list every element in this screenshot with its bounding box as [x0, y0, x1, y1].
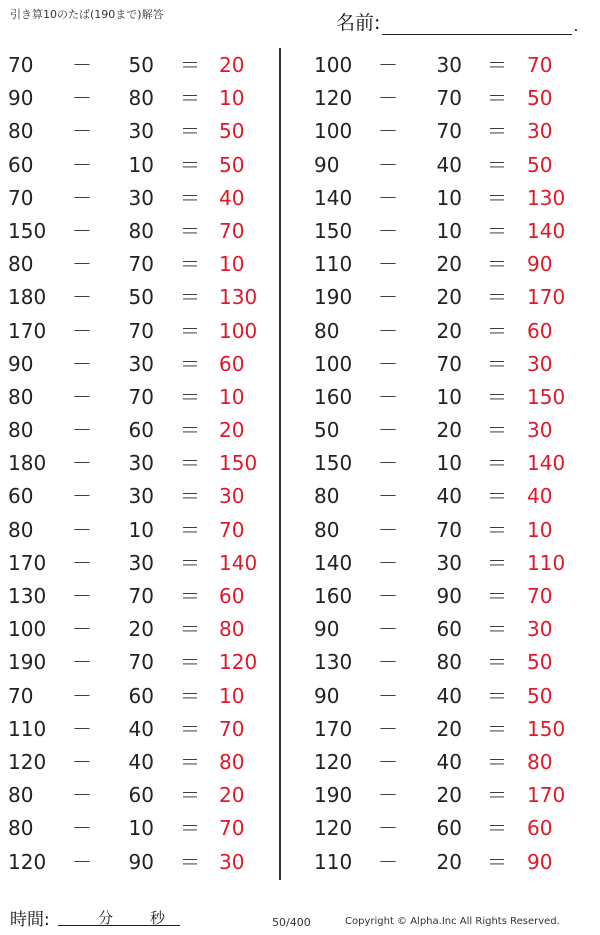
minuend: 150	[314, 218, 353, 243]
subtrahend: 20	[128, 617, 154, 642]
subtrahend: 40	[128, 749, 154, 774]
equals-sign: ＝	[487, 451, 507, 476]
answer: 70	[219, 517, 245, 542]
answer: 30	[527, 418, 553, 443]
answer: 140	[527, 218, 566, 243]
name-dot: .	[573, 16, 579, 35]
equals-sign: ＝	[487, 584, 507, 608]
minuend: 70	[8, 683, 34, 708]
minus-sign: －	[72, 384, 92, 409]
subtrahend: 10	[128, 816, 154, 841]
minus-sign: －	[72, 783, 92, 808]
answer: 50	[527, 152, 553, 177]
subtrahend: 60	[128, 683, 154, 708]
minus-sign: －	[378, 252, 398, 277]
minuend: 110	[8, 716, 47, 741]
minuend: 100	[314, 53, 353, 77]
answer: 50	[219, 119, 245, 144]
answer: 50	[219, 152, 245, 177]
answer: 150	[527, 716, 566, 741]
answer: 10	[219, 683, 245, 708]
minus-sign: －	[378, 86, 398, 111]
answer: 140	[219, 550, 258, 575]
subtrahend: 40	[436, 152, 462, 177]
answer: 110	[527, 550, 566, 575]
equals-sign: ＝	[180, 783, 200, 808]
minus-sign: －	[378, 285, 398, 310]
equals-sign: ＝	[180, 650, 200, 675]
subtrahend: 10	[436, 384, 462, 409]
minus-sign: －	[72, 617, 92, 642]
subtrahend: 50	[128, 285, 154, 310]
minuend: 60	[8, 152, 34, 177]
answer: 50	[527, 650, 553, 675]
equals-sign: ＝	[180, 683, 200, 708]
minuend: 90	[314, 683, 340, 708]
answer: 150	[219, 451, 258, 476]
subtrahend: 10	[436, 218, 462, 243]
answer: 10	[219, 86, 245, 111]
subtrahend: 10	[436, 185, 462, 210]
minuend: 100	[8, 617, 47, 642]
answer: 20	[219, 783, 245, 808]
minuend: 160	[314, 584, 353, 608]
subtrahend: 70	[436, 119, 462, 144]
footer	[0, 905, 600, 935]
minuend: 80	[8, 119, 34, 144]
answer: 10	[219, 384, 245, 409]
answer: 170	[527, 285, 566, 310]
subtrahend: 60	[128, 783, 154, 808]
equals-sign: ＝	[180, 716, 200, 741]
minuend: 120	[314, 749, 353, 774]
minus-sign: －	[378, 351, 398, 376]
subtrahend: 80	[128, 218, 154, 243]
answer: 10	[527, 517, 553, 542]
minuend: 80	[8, 252, 34, 277]
subtrahend: 30	[128, 484, 154, 509]
minuend: 100	[314, 351, 353, 376]
minuend: 160	[314, 384, 353, 409]
minuend: 100	[314, 119, 353, 144]
equals-sign: ＝	[487, 617, 507, 642]
subtrahend: 70	[128, 252, 154, 277]
minus-sign: －	[72, 584, 92, 608]
minuend: 110	[314, 252, 353, 277]
minuend: 70	[8, 185, 34, 210]
minus-sign: －	[72, 218, 92, 243]
subtrahend: 70	[128, 584, 154, 608]
subtrahend: 80	[128, 86, 154, 111]
copyright-notice: Copyright © Alpha.Inc All Rights Reserved.	[345, 916, 560, 927]
seconds-label: 秒	[150, 909, 166, 927]
answer: 20	[219, 53, 245, 77]
answer: 100	[219, 318, 258, 343]
answer: 140	[527, 451, 566, 476]
minuend: 90	[8, 86, 34, 111]
subtrahend: 70	[436, 86, 462, 111]
subtrahend: 40	[128, 716, 154, 741]
minus-sign: －	[378, 318, 398, 343]
minus-sign: －	[378, 119, 398, 144]
subtrahend: 30	[436, 53, 462, 77]
name-field	[336, 8, 579, 35]
minus-sign: －	[378, 749, 398, 774]
equals-sign: ＝	[180, 550, 200, 575]
minus-sign: －	[378, 683, 398, 708]
minuend: 120	[314, 86, 353, 111]
answer: 80	[219, 617, 245, 642]
minus-sign: －	[378, 849, 398, 874]
minus-sign: －	[378, 650, 398, 675]
equals-sign: ＝	[180, 749, 200, 774]
equals-sign: ＝	[180, 351, 200, 376]
equals-sign: ＝	[180, 849, 200, 874]
minus-sign: －	[72, 716, 92, 741]
answer: 60	[527, 318, 553, 343]
answer: 80	[219, 749, 245, 774]
equals-sign: ＝	[180, 617, 200, 642]
minus-sign: －	[72, 683, 92, 708]
equals-sign: ＝	[487, 683, 507, 708]
equals-sign: ＝	[487, 384, 507, 409]
minuend: 120	[8, 849, 47, 874]
minus-sign: －	[72, 816, 92, 841]
minuend: 80	[8, 418, 34, 443]
minus-sign: －	[72, 650, 92, 675]
subtrahend: 40	[436, 484, 462, 509]
answer: 70	[219, 716, 245, 741]
minuend: 90	[8, 351, 34, 376]
minus-sign: －	[378, 517, 398, 542]
minus-sign: －	[378, 384, 398, 409]
minuend: 120	[314, 816, 353, 841]
equals-sign: ＝	[487, 550, 507, 575]
minus-sign: －	[72, 119, 92, 144]
answer: 30	[527, 351, 553, 376]
subtrahend: 90	[128, 849, 154, 874]
equals-sign: ＝	[180, 285, 200, 310]
minus-sign: －	[378, 484, 398, 509]
equals-sign: ＝	[487, 816, 507, 841]
name-label: 名前:	[336, 12, 381, 34]
subtrahend: 30	[436, 550, 462, 575]
minus-sign: －	[378, 816, 398, 841]
subtrahend: 10	[436, 451, 462, 476]
answer: 70	[219, 816, 245, 841]
minus-sign: －	[378, 185, 398, 210]
subtrahend: 60	[436, 816, 462, 841]
equals-sign: ＝	[180, 152, 200, 177]
subtrahend: 20	[436, 252, 462, 277]
minus-sign: －	[72, 451, 92, 476]
subtrahend: 30	[128, 550, 154, 575]
minuend: 90	[314, 152, 340, 177]
minus-sign: －	[72, 351, 92, 376]
minus-sign: －	[72, 185, 92, 210]
equals-sign: ＝	[180, 318, 200, 343]
minus-sign: －	[72, 318, 92, 343]
minuend: 60	[8, 484, 34, 509]
minuend: 140	[314, 185, 353, 210]
minus-sign: －	[378, 53, 398, 77]
equals-sign: ＝	[180, 119, 200, 144]
minuend: 70	[8, 53, 34, 77]
answer: 130	[527, 185, 566, 210]
answer: 60	[527, 816, 553, 841]
worksheet-title: 引き算10のたば(190まで)解答	[10, 8, 164, 21]
equals-sign: ＝	[180, 86, 200, 111]
answer: 10	[219, 252, 245, 277]
subtrahend: 70	[128, 384, 154, 409]
minuend: 80	[8, 816, 34, 841]
minus-sign: －	[72, 53, 92, 77]
subtrahend: 30	[128, 185, 154, 210]
subtrahend: 20	[436, 783, 462, 808]
equals-sign: ＝	[180, 218, 200, 243]
answer: 150	[527, 384, 566, 409]
name-blank-line	[382, 12, 572, 35]
equals-sign: ＝	[180, 816, 200, 841]
minuend: 130	[8, 584, 47, 608]
minus-sign: －	[72, 749, 92, 774]
equals-sign: ＝	[487, 318, 507, 343]
minus-sign: －	[72, 418, 92, 443]
subtrahend: 80	[436, 650, 462, 675]
equals-sign: ＝	[487, 285, 507, 310]
answer: 90	[527, 252, 553, 277]
minuend: 170	[314, 716, 353, 741]
answer: 120	[219, 650, 258, 675]
equals-sign: ＝	[487, 749, 507, 774]
subtrahend: 50	[128, 53, 154, 77]
minuend: 120	[8, 749, 47, 774]
equals-sign: ＝	[487, 484, 507, 509]
equals-sign: ＝	[487, 152, 507, 177]
answer: 30	[527, 119, 553, 144]
minuend: 130	[314, 650, 353, 675]
subtrahend: 70	[128, 650, 154, 675]
subtrahend: 30	[128, 451, 154, 476]
answer: 60	[219, 584, 245, 608]
minuend: 50	[314, 418, 340, 443]
answer: 40	[527, 484, 553, 509]
equals-sign: ＝	[487, 252, 507, 277]
answer: 50	[527, 683, 553, 708]
equals-sign: ＝	[180, 252, 200, 277]
minuend: 80	[8, 384, 34, 409]
answer: 130	[219, 285, 258, 310]
minus-sign: －	[378, 783, 398, 808]
time-label: 時間:	[10, 910, 50, 930]
minuend: 190	[314, 783, 353, 808]
subtrahend: 20	[436, 285, 462, 310]
subtrahend: 70	[436, 517, 462, 542]
equals-sign: ＝	[487, 86, 507, 111]
minuend: 180	[8, 285, 47, 310]
equals-sign: ＝	[180, 53, 200, 77]
answer: 170	[527, 783, 566, 808]
minuend: 170	[8, 550, 47, 575]
subtrahend: 70	[436, 351, 462, 376]
subtrahend: 40	[436, 749, 462, 774]
subtrahend: 30	[128, 119, 154, 144]
minuend: 140	[314, 550, 353, 575]
minus-sign: －	[378, 716, 398, 741]
equals-sign: ＝	[487, 119, 507, 144]
minus-sign: －	[378, 218, 398, 243]
subtrahend: 30	[128, 351, 154, 376]
minuend: 80	[8, 517, 34, 542]
answer: 30	[219, 849, 245, 874]
answer: 20	[219, 418, 245, 443]
minus-sign: －	[72, 86, 92, 111]
equals-sign: ＝	[487, 517, 507, 542]
equals-sign: ＝	[180, 584, 200, 608]
minus-sign: －	[72, 849, 92, 874]
answer: 50	[527, 86, 553, 111]
equals-sign: ＝	[487, 716, 507, 741]
equals-sign: ＝	[487, 650, 507, 675]
answer: 90	[527, 849, 553, 874]
minuend: 190	[8, 650, 47, 675]
answer: 30	[219, 484, 245, 509]
subtrahend: 90	[436, 584, 462, 608]
minus-sign: －	[72, 484, 92, 509]
subtrahend: 40	[436, 683, 462, 708]
minus-sign: －	[378, 550, 398, 575]
subtrahend: 10	[128, 152, 154, 177]
minuend: 150	[314, 451, 353, 476]
subtrahend: 20	[436, 318, 462, 343]
minus-sign: －	[378, 418, 398, 443]
equals-sign: ＝	[487, 849, 507, 874]
minuend: 80	[8, 783, 34, 808]
equals-sign: ＝	[487, 418, 507, 443]
minus-sign: －	[378, 152, 398, 177]
minutes-label: 分	[98, 909, 114, 927]
subtrahend: 60	[436, 617, 462, 642]
answer: 70	[527, 53, 553, 77]
equals-sign: ＝	[180, 517, 200, 542]
minuend: 170	[8, 318, 47, 343]
minuend: 180	[8, 451, 47, 476]
subtrahend: 70	[128, 318, 154, 343]
equals-sign: ＝	[487, 351, 507, 376]
minus-sign: －	[72, 550, 92, 575]
minus-sign: －	[72, 285, 92, 310]
minus-sign: －	[378, 451, 398, 476]
subtrahend: 20	[436, 716, 462, 741]
equals-sign: ＝	[180, 384, 200, 409]
minus-sign: －	[72, 252, 92, 277]
minus-sign: －	[378, 617, 398, 642]
minuend: 90	[314, 617, 340, 642]
answer: 80	[527, 749, 553, 774]
subtrahend: 20	[436, 418, 462, 443]
equals-sign: ＝	[487, 218, 507, 243]
equals-sign: ＝	[180, 484, 200, 509]
minuend: 110	[314, 849, 353, 874]
answer: 70	[219, 218, 245, 243]
answer: 60	[219, 351, 245, 376]
minuend: 80	[314, 517, 340, 542]
equals-sign: ＝	[487, 783, 507, 808]
equals-sign: ＝	[180, 185, 200, 210]
minus-sign: －	[72, 152, 92, 177]
subtrahend: 10	[128, 517, 154, 542]
minuend: 80	[314, 318, 340, 343]
minus-sign: －	[378, 584, 398, 608]
equals-sign: ＝	[180, 418, 200, 443]
equals-sign: ＝	[487, 185, 507, 210]
answer: 30	[527, 617, 553, 642]
answer: 40	[219, 185, 245, 210]
equals-sign: ＝	[180, 451, 200, 476]
minus-sign: －	[72, 517, 92, 542]
column-divider	[279, 48, 281, 880]
subtrahend: 60	[128, 418, 154, 443]
answer: 70	[527, 584, 553, 608]
minuend: 190	[314, 285, 353, 310]
minuend: 150	[8, 218, 47, 243]
equals-sign: ＝	[487, 53, 507, 77]
subtrahend: 20	[436, 849, 462, 874]
minuend: 80	[314, 484, 340, 509]
page-number: 50/400	[272, 916, 311, 929]
